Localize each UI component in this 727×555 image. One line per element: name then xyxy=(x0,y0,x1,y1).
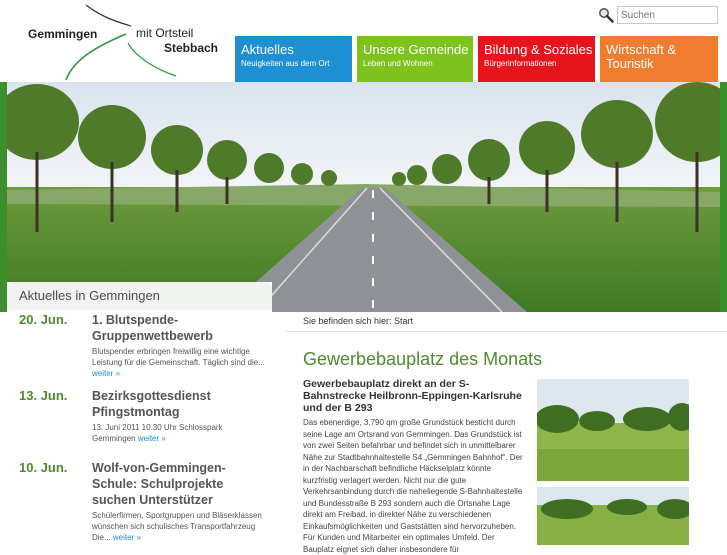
news-item[interactable] xyxy=(7,310,272,386)
nav-title: Aktuelles xyxy=(241,42,294,57)
nav-subtitle: Neuigkeiten aus dem Ort xyxy=(241,59,330,68)
breadcrumb: Sie befinden sich hier: Start xyxy=(303,316,414,326)
nav-subtitle: Bürgerinformationen xyxy=(484,59,557,68)
news-item-desc-text: Blutspender erbringen freiwillig eine wichtige Leistung für die Gemeinschaft. Täglich sind die... xyxy=(92,347,265,367)
photo-bauplatz-2[interactable] xyxy=(537,487,689,545)
page-title: Gewerbebauplatz des Monats xyxy=(303,349,543,369)
search-input[interactable] xyxy=(617,6,718,24)
divider xyxy=(285,331,727,332)
news-item-title[interactable]: Bezirksgottesdienst Pfingstmontag xyxy=(92,389,211,419)
news-item[interactable] xyxy=(7,458,272,548)
nav-title: Unsere Gemeinde xyxy=(363,42,469,57)
right-green-bar xyxy=(720,82,727,312)
news-title: Aktuelles in Gemmingen xyxy=(19,288,160,303)
news-date: 13. Jun. xyxy=(19,388,68,403)
news-item[interactable] xyxy=(7,386,272,458)
news-item-desc xyxy=(92,422,267,444)
left-green-bar xyxy=(0,82,7,312)
site-logo[interactable] xyxy=(8,0,230,82)
article-subtitle: Gewerbebauplatz direkt an der S-Bahnstrecke Heilbronn-Eppingen-Karlsruhe und der B 293 xyxy=(303,378,522,414)
nav-subtitle: Leben und Wohnen xyxy=(363,59,433,68)
news-item-desc xyxy=(92,510,267,543)
news-item-title[interactable]: Wolf-von-Gemmingen-Schule: Schulprojekte suchen Unterstützer xyxy=(92,461,226,507)
news-header xyxy=(7,282,272,310)
news-item-desc-text: 13. Juni 2011 10.30 Uhr Schlosspark Gemmingen xyxy=(92,423,223,443)
logo-text-gemmingen: Gemmingen xyxy=(28,27,98,41)
nav-wirtschaft-touristik[interactable] xyxy=(600,36,718,82)
nav-bildung-soziales[interactable] xyxy=(478,36,595,82)
article-text: Das ebenerdige, 3.790 qm große Grundstück besticht durch seine Lage am Ortsrand von Gemmingen. Das Grundstück ist von zwei Seiten befahrbar und befindet sich in unmittelbarer Nähe zur Stadtbahnhaltestelle S4 „Gemmingen Bahnhof“. Der in der Nachbarschaft befindliche Häckselplatz könnte kurzfristig verlagert werden. Nicht nur die gute Verkehrsanbindung durch die naheliegende S-Bahnhaltestelle und Bundesstraße B 293 sondern auch die Ortsnahe Lage direkt am Freibad, in direkter Nähe zu verschiedenen Einkaufsmöglichkeiten und Gaststätten sind hervorzuheben. Für Kunden und Mitarbeiter ein optimales Umfeld. Der Bauplatz eignet sich daher insbesondere für xyxy=(303,418,523,554)
news-date: 10. Jun. xyxy=(19,460,68,475)
news-item-desc-text: Schülerfirmen, Sportgruppen und Bläserklassen wünschen sich schulisches Transportfahrzeug Die... xyxy=(92,511,262,542)
news-panel xyxy=(7,282,272,552)
weiter-link[interactable]: weiter » xyxy=(92,369,121,378)
nav-aktuelles[interactable] xyxy=(235,36,352,82)
nav-title: Wirtschaft & Touristik xyxy=(606,42,677,71)
search-icon[interactable] xyxy=(598,7,614,23)
weiter-link[interactable]: weiter » xyxy=(112,533,141,542)
news-item-desc xyxy=(92,346,267,379)
news-date: 20. Jun. xyxy=(19,312,68,327)
hero-image-road xyxy=(7,82,720,312)
weiter-link[interactable]: weiter » xyxy=(137,434,166,443)
logo-text-ortsteil: mit Ortsteil xyxy=(136,26,194,40)
nav-title: Bildung & Soziales xyxy=(484,42,593,57)
logo-text-stebbach: Stebbach xyxy=(164,41,219,55)
photo-bauplatz-1[interactable] xyxy=(537,379,689,481)
nav-unsere-gemeinde[interactable] xyxy=(357,36,473,82)
news-item-title[interactable]: 1. Blutspende-Gruppenwettbewerb xyxy=(92,313,213,343)
